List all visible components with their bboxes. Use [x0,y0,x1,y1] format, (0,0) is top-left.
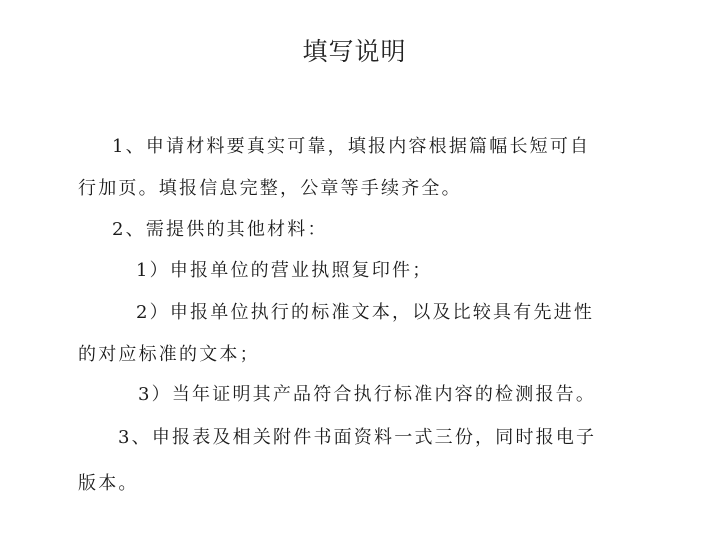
instruction-3-line-1: 3、申报表及相关附件书面资料一式三份，同时报电子 [118,427,597,448]
sub-item-1: 1）申报单位的营业执照复印件； [136,260,433,281]
instruction-2-heading: 2、需提供的其他材料： [112,219,328,240]
page-title: 填写说明 [302,37,407,66]
sub-item-3: 3）当年证明其产品符合执行标准内容的检测报告。 [138,384,597,405]
instruction-3-line-2: 版本。 [78,473,139,494]
instruction-1-line-2: 行加页。填报信息完整，公章等手续齐全。 [78,178,462,199]
sub-item-2-line-2: 的对应标准的文本； [78,344,260,365]
instruction-1-line-1: 1、申请材料要真实可靠，填报内容根据篇幅长短可自 [112,136,591,157]
sub-item-2-line-1: 2）申报单位执行的标准文本，以及比较具有先进性 [136,302,595,323]
